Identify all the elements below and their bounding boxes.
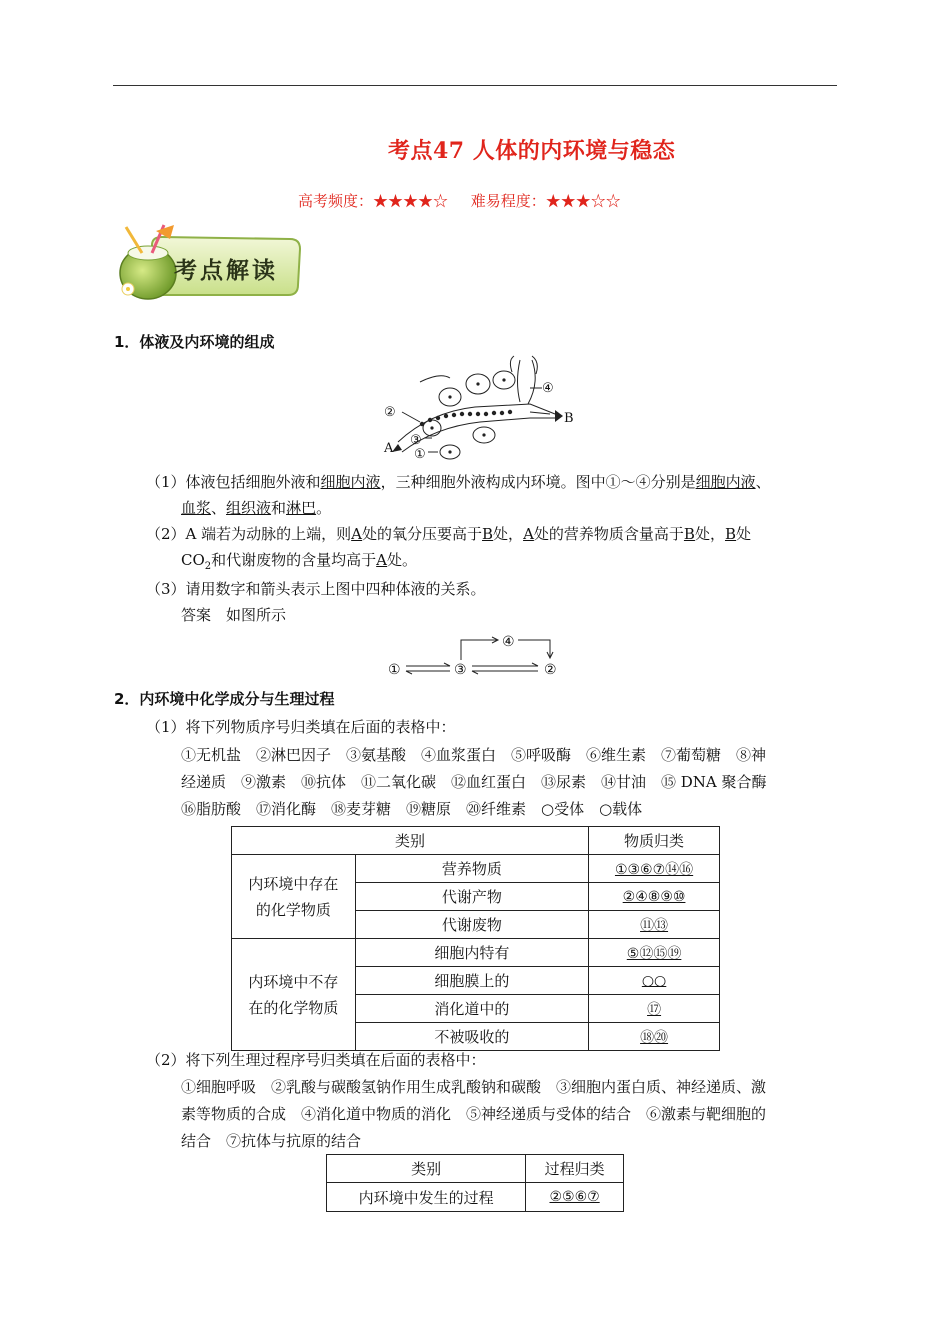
s1-p2-line2: $CO_2$和代谢废物的含量均高于A处。	[181, 551, 418, 572]
subcategory: 营养物质	[355, 855, 588, 883]
section2-heading: 2．内环境中化学成分与生理过程	[114, 690, 335, 708]
s1-p1-line2: 血浆、组织液和淋巴。	[181, 499, 332, 517]
diagram-label-b: B	[564, 411, 574, 426]
answer-value: ②④⑧⑨⑩	[589, 883, 720, 911]
s2-q2-items-line2: 素等物质的合成 ④消化道中物质的消化 ⑤神经递质与受体的结合 ⑥激素与靶细胞的	[181, 1105, 767, 1123]
table-header-classification: 过程归类	[526, 1155, 624, 1183]
fluid-relation-diagram	[388, 630, 568, 680]
diagram-label-1: ①	[414, 447, 426, 462]
table-header-category: 类别	[232, 827, 589, 855]
body-fluid-diagram	[380, 352, 574, 462]
table-header-category: 类别	[327, 1155, 526, 1183]
answer-value: ⑤⑫⑮⑲	[589, 939, 720, 967]
difficulty-level: 难易程度：★★★☆☆	[470, 192, 621, 210]
s2-q1-items-line2: 经递质 ⑨激素 ⑩抗体 ⑪二氧化碳 ⑫血红蛋白 ⑬尿素 ⑭甘油 ⑮ DNA 聚合酶	[181, 773, 767, 791]
s2-q1-items-line1: ①无机盐 ②淋巴因子 ③氨基酸 ④血浆蛋白 ⑤呼吸酶 ⑥维生素 ⑦葡萄糖 ⑧神	[181, 746, 767, 764]
subcategory: 消化道中的	[355, 995, 588, 1023]
diagram-label-2: ②	[384, 405, 396, 420]
table-header-row	[232, 827, 720, 855]
subcategory: 细胞膜上的	[355, 967, 588, 995]
process-table	[326, 1154, 624, 1212]
diagram-label-a: A	[384, 441, 394, 456]
diagram-label-3: ③	[410, 433, 422, 448]
answer-value: ⑱⑳	[589, 1023, 720, 1051]
diagram-label-4: ④	[542, 381, 554, 396]
relation-node-3: ③	[454, 662, 467, 678]
section-badge-label: 考点解读	[174, 258, 278, 284]
s2-q2-items-line3: 结合 ⑦抗体与抗原的结合	[181, 1132, 362, 1150]
answer-value: ①③⑥⑦⑭⑯	[589, 855, 720, 883]
relation-node-1: ①	[388, 662, 401, 678]
page-title: 考点47 人体的内环境与稳态	[388, 138, 676, 164]
subcategory: 不被吸收的	[355, 1023, 588, 1051]
table-row	[232, 939, 720, 967]
s1-answer: 答案 如图所示	[181, 606, 287, 624]
subcategory: 细胞内特有	[355, 939, 588, 967]
answer-value: ⑰	[589, 995, 720, 1023]
answer-value: ②⑤⑥⑦	[526, 1183, 624, 1212]
s2-q1: （1）将下列物质序号归类填在后面的表格中：	[146, 718, 456, 736]
subcategory: 代谢产物	[355, 883, 588, 911]
subcategory: 代谢废物	[355, 911, 588, 939]
s1-p1-line1: （1）体液包括细胞外液和细胞内液，三种细胞外液构成内环境。图中①～④分别是细胞内液、	[146, 473, 771, 491]
answer-value: ⑪⑬	[589, 911, 720, 939]
s1-p3: （3）请用数字和箭头表示上图中四种体液的关系。	[146, 580, 486, 598]
process-category: 内环境中发生的过程	[327, 1183, 526, 1212]
substance-table	[231, 826, 720, 1051]
table-header-classification: 物质归类	[589, 827, 720, 855]
relation-node-2: ②	[544, 662, 557, 678]
s1-p2-line1: （2）A 端若为动脉的上端，则A处的氧分压要高于B处，A处的营养物质含量高于B处，B处	[146, 525, 752, 543]
exam-frequency: 高考频度：★★★★☆	[298, 192, 449, 210]
s2-q2-items-line1: ①细胞呼吸 ②乳酸与碳酸氢钠作用生成乳酸钠和碳酸 ③细胞内蛋白质、神经递质、激	[181, 1078, 767, 1096]
header-rule	[113, 85, 837, 86]
s2-q1-items-line3: ⑯脂肪酸 ⑰消化酶 ⑱麦芽糖 ⑲糖原 ⑳纤维素 ○受体 ○载体	[181, 800, 643, 818]
section1-heading: 1．体液及内环境的组成	[114, 333, 275, 351]
answer-value: ○○	[589, 967, 720, 995]
rating-line	[298, 190, 639, 211]
table-row	[232, 855, 720, 883]
group-name: 内环境中存在 的化学物质	[232, 855, 356, 939]
group-name: 内环境中不存 在的化学物质	[232, 939, 356, 1051]
relation-node-4: ④	[502, 634, 515, 650]
s2-q2: （2）将下列生理过程序号归类填在后面的表格中：	[146, 1051, 486, 1069]
table-header-row	[327, 1155, 624, 1183]
table-row	[327, 1183, 624, 1212]
